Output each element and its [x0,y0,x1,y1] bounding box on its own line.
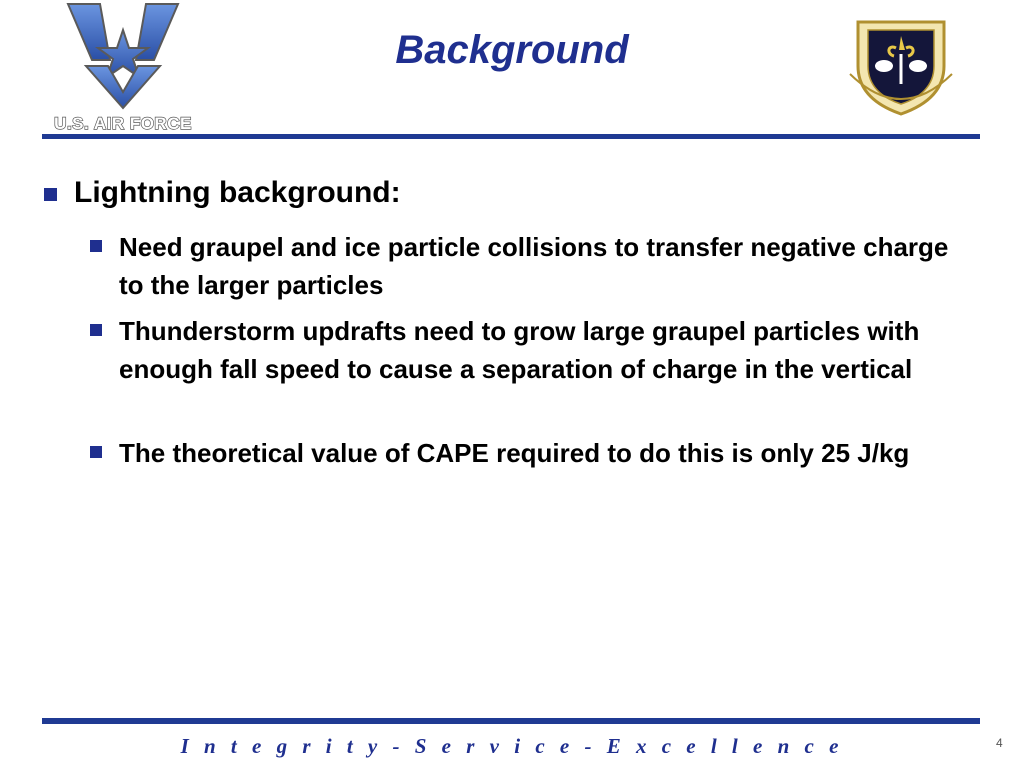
bullet-level2-text: Need graupel and ice particle collisions to transfer negative charge to the larger particles [119,232,949,300]
slide-title: Background [395,28,629,72]
header-divider [42,134,980,139]
bullet-level2-text: Thunderstorm updrafts need to grow large graupel particles with enough fall speed to cause a separation of charge in the vertical [119,316,920,384]
square-bullet-icon [90,324,102,336]
bullet-level1-text: Lightning background: [74,176,401,209]
square-bullet-icon [44,188,57,201]
footer-motto: I n t e g r i t y - S e r v i c e - E x c e l l e n c e [180,734,844,758]
footer-divider [42,718,980,724]
bullet-level2-text: The theoretical value of CAPE required to do this is only 25 J/kg [119,438,910,468]
page-number: 4 [996,736,1003,750]
square-bullet-icon [90,446,102,458]
square-bullet-icon [90,240,102,252]
us-air-force-caption: U.S. AIR FORCE [54,114,192,133]
